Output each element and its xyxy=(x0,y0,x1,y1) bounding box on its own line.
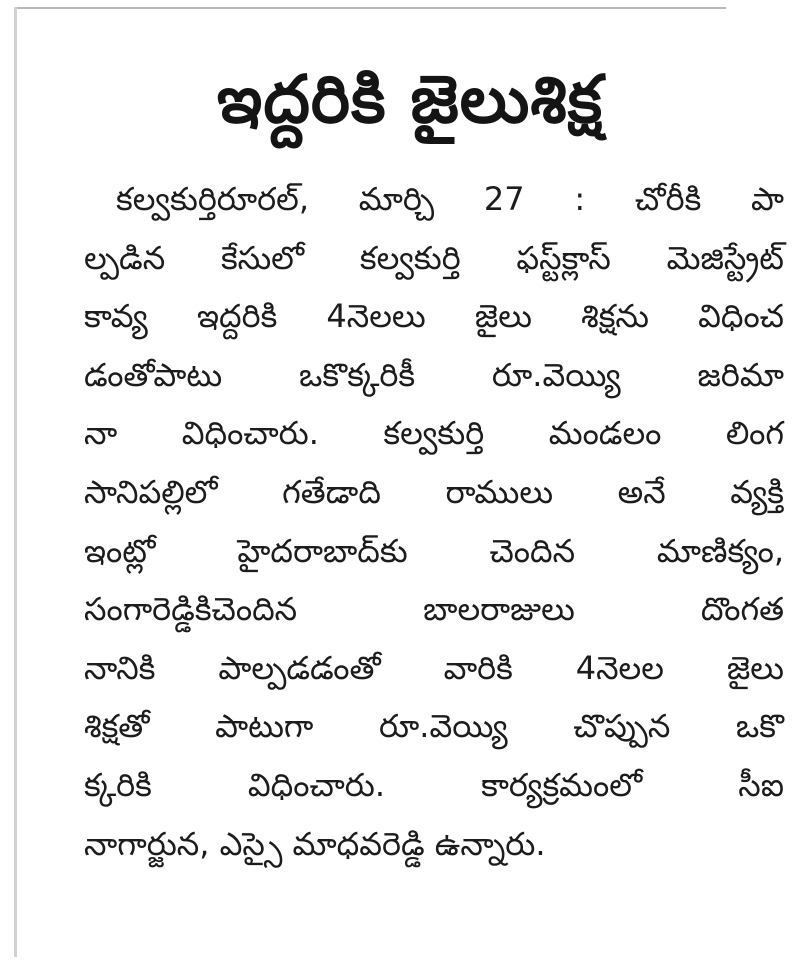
article-line: కల్వకుర్తిరూరల్, మార్చి 27 : చోరీకి పా xyxy=(116,180,784,218)
article-body xyxy=(84,170,784,873)
article-headline: ఇద్దరికి జైలుశిక్ష xyxy=(216,61,604,138)
article-line: ఇంట్లో హైదరాబాద్‌కు చెందిన మాణిక్యం, xyxy=(84,531,784,570)
left-column-rule xyxy=(14,7,17,957)
article-line: నాగార్జున, ఎస్సై మాధవరెడ్డి ఉన్నారు. xyxy=(84,824,546,863)
article-line: కావ్య ఇద్దరికి 4నెలలు జైలు శిక్షను విధించ xyxy=(84,297,784,336)
article-line: నా విధించారు. కల్వకుర్తి మండలం లింగ xyxy=(84,414,784,453)
article-line: ల్పడిన కేసులో కల్వకుర్తి ఫస్ట్‌క్లాస్ మెజిస్ట్రేట్ xyxy=(84,238,784,277)
article-line: డంతోపాటు ఒకొక్కరికీ రూ.వెయ్యి జరిమా xyxy=(84,355,784,394)
article-line: సానిపల్లిలో గతేడాది రాములు అనే వ్యక్తి xyxy=(84,472,784,511)
article-line: నానికి పాల్పడడంతో వారికి 4నెలల జైలు xyxy=(84,648,784,687)
article-line: శిక్షతో పాటుగా రూ.వెయ్యి చొప్పున ఒకొ xyxy=(84,707,784,746)
article-line: క్కరికి విధించారు. కార్యక్రమంలో సీఐ xyxy=(84,765,784,804)
article-line: సంగారెడ్డికిచెందిన బాలరాజులు దొంగత xyxy=(84,590,784,629)
top-border-rule xyxy=(14,7,726,9)
